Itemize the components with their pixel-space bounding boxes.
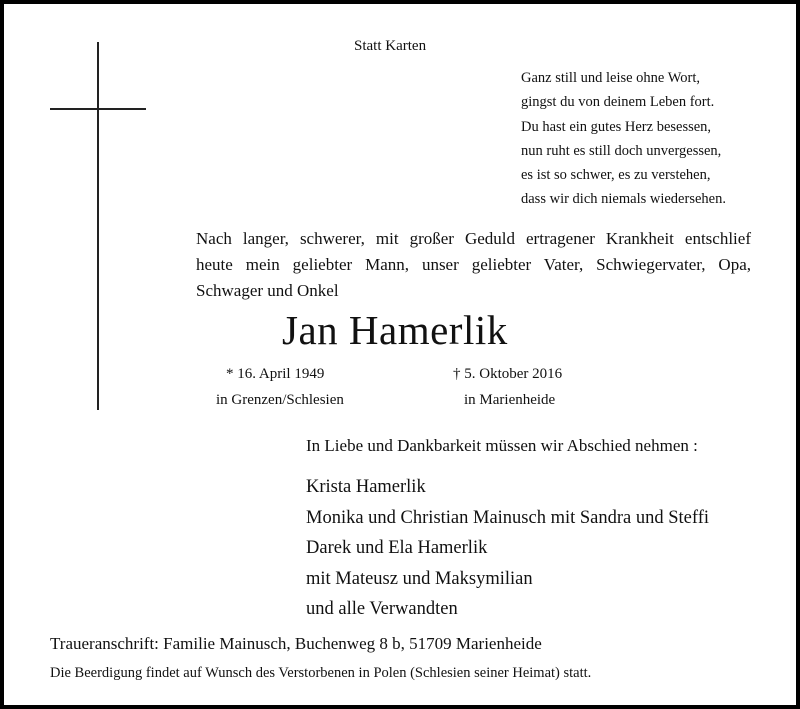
poem-line: dass wir dich niemals wiedersehen.	[521, 191, 726, 208]
intro-paragraph	[196, 226, 751, 304]
poem	[521, 66, 726, 212]
death-date: † 5. Oktober 2016	[453, 366, 563, 382]
cross-icon	[97, 42, 99, 410]
poem-line: gingst du von deinem Leben fort.	[521, 94, 715, 111]
poem-line: nun ruht es still doch unvergessen,	[521, 142, 722, 159]
intro-line: Nach langer, schwerer, mit großer Geduld ertragener Krankheit entschlief	[196, 229, 751, 248]
funeral-note: Die Beerdigung findet auf Wunsch des Verstorbenen in Polen (Schlesien seiner Heimat) statt.	[50, 665, 592, 681]
mourner-item: und alle Verwandten	[306, 599, 458, 619]
statt-karten-heading: Statt Karten	[354, 38, 427, 54]
deceased-name: Jan Hamerlik	[282, 307, 508, 353]
poem-line: es ist so schwer, es zu verstehen,	[521, 167, 711, 184]
death-place: in Marienheide	[464, 392, 556, 408]
mourner-item: Krista Hamerlik	[306, 477, 426, 497]
mourning-address: Traueranschrift: Familie Mainusch, Buchenweg 8 b, 51709 Marienheide	[50, 634, 542, 653]
mourner-item: Monika und Christian Mainusch mit Sandra und Steffi	[306, 507, 710, 528]
cross-icon-bar	[50, 108, 146, 110]
birth-date: * 16. April 1949	[226, 366, 325, 382]
birth-place: in Grenzen/Schlesien	[216, 392, 344, 408]
intro-line: Schwager und Onkel	[196, 281, 339, 300]
mourners-list	[306, 472, 709, 625]
mourner-item: mit Mateusz und Maksymilian	[306, 568, 533, 589]
poem-line: Ganz still und leise ohne Wort,	[521, 70, 700, 86]
farewell-line: In Liebe und Dankbarkeit müssen wir Abschied nehmen :	[306, 436, 698, 455]
poem-line: Du hast ein gutes Herz besessen,	[521, 118, 712, 135]
mourner-item: Darek und Ela Hamerlik	[306, 538, 488, 558]
intro-line: heute mein geliebter Mann, unser geliebter Vater, Schwiegervater, Opa,	[196, 255, 751, 274]
